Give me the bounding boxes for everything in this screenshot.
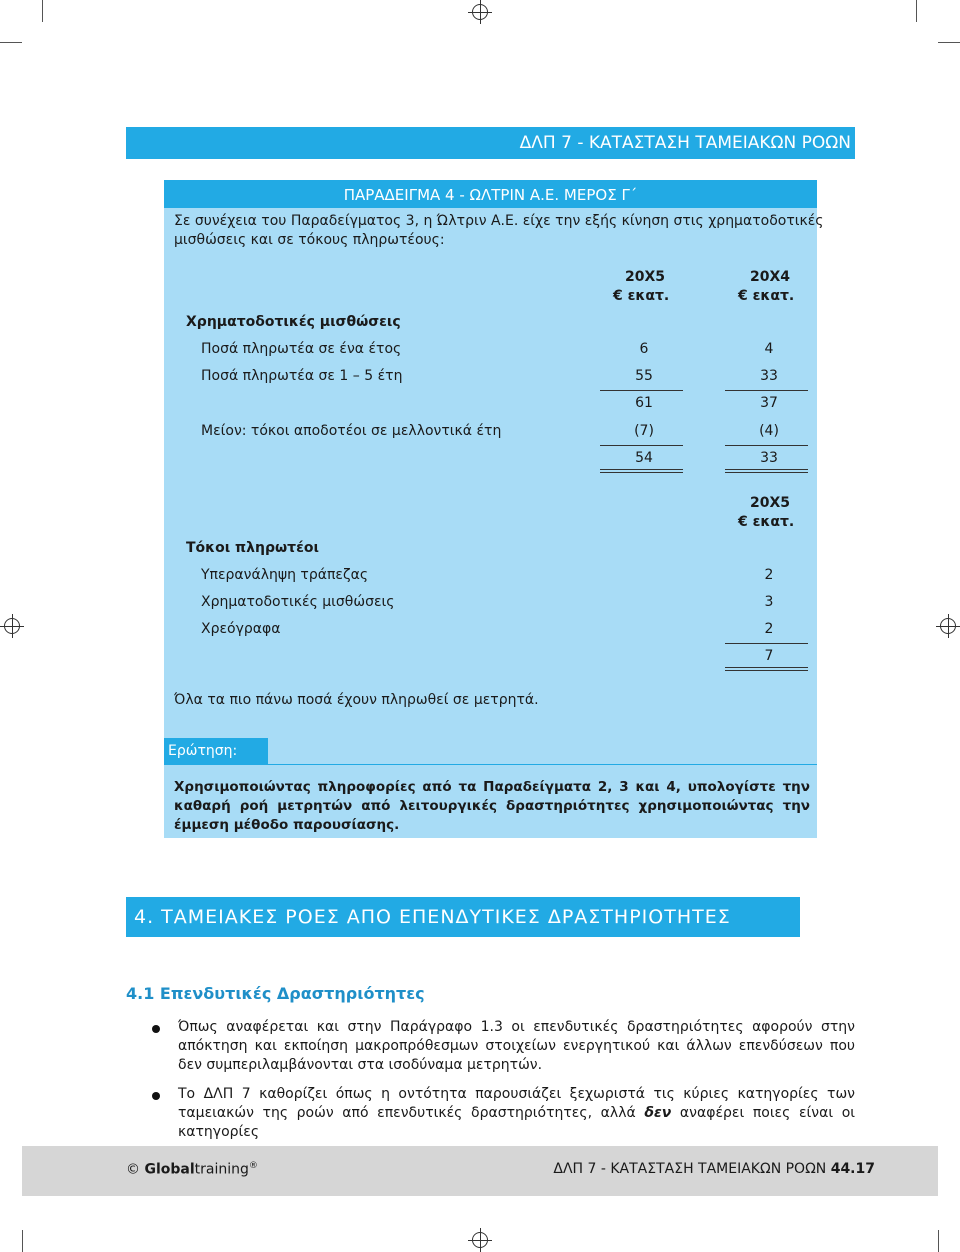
registration-mark-icon (472, 4, 488, 20)
total-double-rule (725, 667, 808, 671)
subtotal-rule (725, 390, 808, 391)
example-title: ΠΑΡΑΔΕΙΓΜΑ 4 - ΩΛΤΡΙΝ Α.Ε. ΜΕΡΟΣ Γ΄ (164, 180, 817, 208)
interest-total-value: 7 (764, 648, 774, 664)
example-intro-line1: Σε συνέχεια του Παραδείγματος 3, η Ώλτριν Α.Ε. είχε την εξής κίνηση στις χρηματοδοτικές (174, 213, 824, 229)
interest-col-unit: € εκατ. (738, 514, 795, 530)
col1-unit: € εκατ. (613, 288, 670, 304)
lease-row-v1: 6 (639, 341, 649, 357)
subsection-title: 4.1 Επενδυτικές Δραστηριότητες (126, 984, 425, 1003)
crop-mark (938, 42, 960, 43)
footer-page (553, 1161, 875, 1177)
total-double-rule (600, 469, 683, 473)
lease-subtotal-v2: 37 (760, 395, 778, 411)
registration-mark-icon (940, 618, 956, 634)
copyright-symbol: © (126, 1161, 140, 1178)
interest-row-label: Υπερανάληψη τράπεζας (201, 567, 369, 583)
subtotal-rule (725, 643, 808, 644)
col2-unit: € εκατ. (738, 288, 795, 304)
lease-total-v1: 54 (635, 450, 653, 466)
bullet-paragraph: Όπως αναφέρεται και στην Παράγραφο 1.3 οι επενδυτικές δραστηριότητες αφορούν στην απόκτηση και εκποίηση μακροπρόθεσμων στοιχείων ενεργητικού και άλλων επενδύσεων που δεν συμπεριλαμβάνονται στα ισοδύναμα μετρητών. (178, 1019, 855, 1073)
chapter-header: ΔΛΠ 7 - ΚΑΤΑΣΤΑΣΗ ΤΑΜΕΙΑΚΩΝ ΡΟΩΝ (126, 127, 855, 159)
lease-row-label: Ποσά πληρωτέα σε 1 – 5 έτη (201, 368, 403, 384)
interest-row-label: Χρεόγραφα (201, 621, 281, 637)
brand-bold: Global (144, 1161, 195, 1178)
section-title: 4. ΤΑΜΕΙΑΚΕΣ ΡΟΕΣ ΑΠΟ ΕΠΕΝΔΥΤΙΚΕΣ ΔΡΑΣΤΗΡΙΟΤΗΤΕΣ (126, 897, 800, 937)
bullet-icon (152, 1025, 160, 1033)
col2-year: 20Χ4 (750, 269, 791, 285)
interest-row-label: Χρηματοδοτικές μισθώσεις (201, 594, 395, 610)
footer-chapter: ΔΛΠ 7 - ΚΑΤΑΣΤΑΣΗ ΤΑΜΕΙΑΚΩΝ ΡΟΩΝ (553, 1161, 827, 1177)
footer-brand (126, 1161, 258, 1178)
registration-mark-icon (4, 618, 20, 634)
question-text: Χρησιμοποιώντας πληροφορίες από τα Παραδείγματα 2, 3 και 4, υπολογίστε την καθαρή ροή μετρητών από λειτουργικές δραστηριότητες χρησιμοποιώντας την έμμεση μέθοδο παρουσίασης. (174, 779, 810, 833)
interest-row-value: 3 (764, 594, 774, 610)
interest-row-value: 2 (764, 567, 774, 583)
total-double-rule (725, 469, 808, 473)
crop-mark (22, 1230, 23, 1252)
subtotal-rule (600, 390, 683, 391)
brand-rest: training (194, 1161, 249, 1178)
registered-symbol: ® (248, 1161, 258, 1171)
subtotal-rule (725, 445, 808, 446)
leases-heading: Χρηματοδοτικές μισθώσεις (186, 314, 401, 330)
crop-mark (916, 0, 917, 22)
interest-row-value: 2 (764, 621, 774, 637)
interest-col-year: 20Χ5 (750, 495, 791, 511)
lease-subtotal-v1: 61 (635, 395, 653, 411)
crop-mark (938, 1230, 939, 1252)
lease-row-v1: (7) (634, 423, 654, 439)
bullet2-text: Το ΔΛΠ 7 καθορίζει όπως η οντότητα παρουσιάζει ξεχωριστά τις κύριες κατηγορίες των ταμειακών της ροών από επενδυτικές δραστηριότητες, αλλά (178, 1086, 855, 1121)
bullet2-text-end: αναφέρει ποιες είναι οι κατηγορίες (178, 1105, 855, 1140)
crop-mark (42, 0, 43, 22)
subtotal-rule (600, 445, 683, 446)
bullet-icon (152, 1092, 160, 1100)
bullet2-emphasis: δεν (644, 1105, 672, 1121)
question-rule (268, 764, 817, 765)
lease-row-label: Ποσά πληρωτέα σε ένα έτος (201, 341, 402, 357)
lease-row-label: Μείον: τόκοι αποδοτέοι σε μελλοντικά έτη (201, 423, 502, 439)
lease-row-v2: 4 (764, 341, 774, 357)
crop-mark (0, 42, 22, 43)
lease-row-v2: (4) (759, 423, 779, 439)
example-note: Όλα τα πιο πάνω ποσά έχουν πληρωθεί σε μετρητά. (174, 692, 539, 708)
interest-heading: Τόκοι πληρωτέοι (186, 540, 319, 556)
bullet-paragraph (178, 1085, 855, 1142)
registration-mark-icon (472, 1232, 488, 1248)
lease-row-v2: 33 (760, 368, 778, 384)
page-number: 44.17 (830, 1161, 875, 1177)
col1-year: 20Χ5 (625, 269, 666, 285)
question-label: Ερώτηση: (164, 738, 268, 765)
lease-row-v1: 55 (635, 368, 653, 384)
example-intro-line2: μισθώσεις και σε τόκους πληρωτέους: (174, 232, 445, 248)
lease-total-v2: 33 (760, 450, 778, 466)
